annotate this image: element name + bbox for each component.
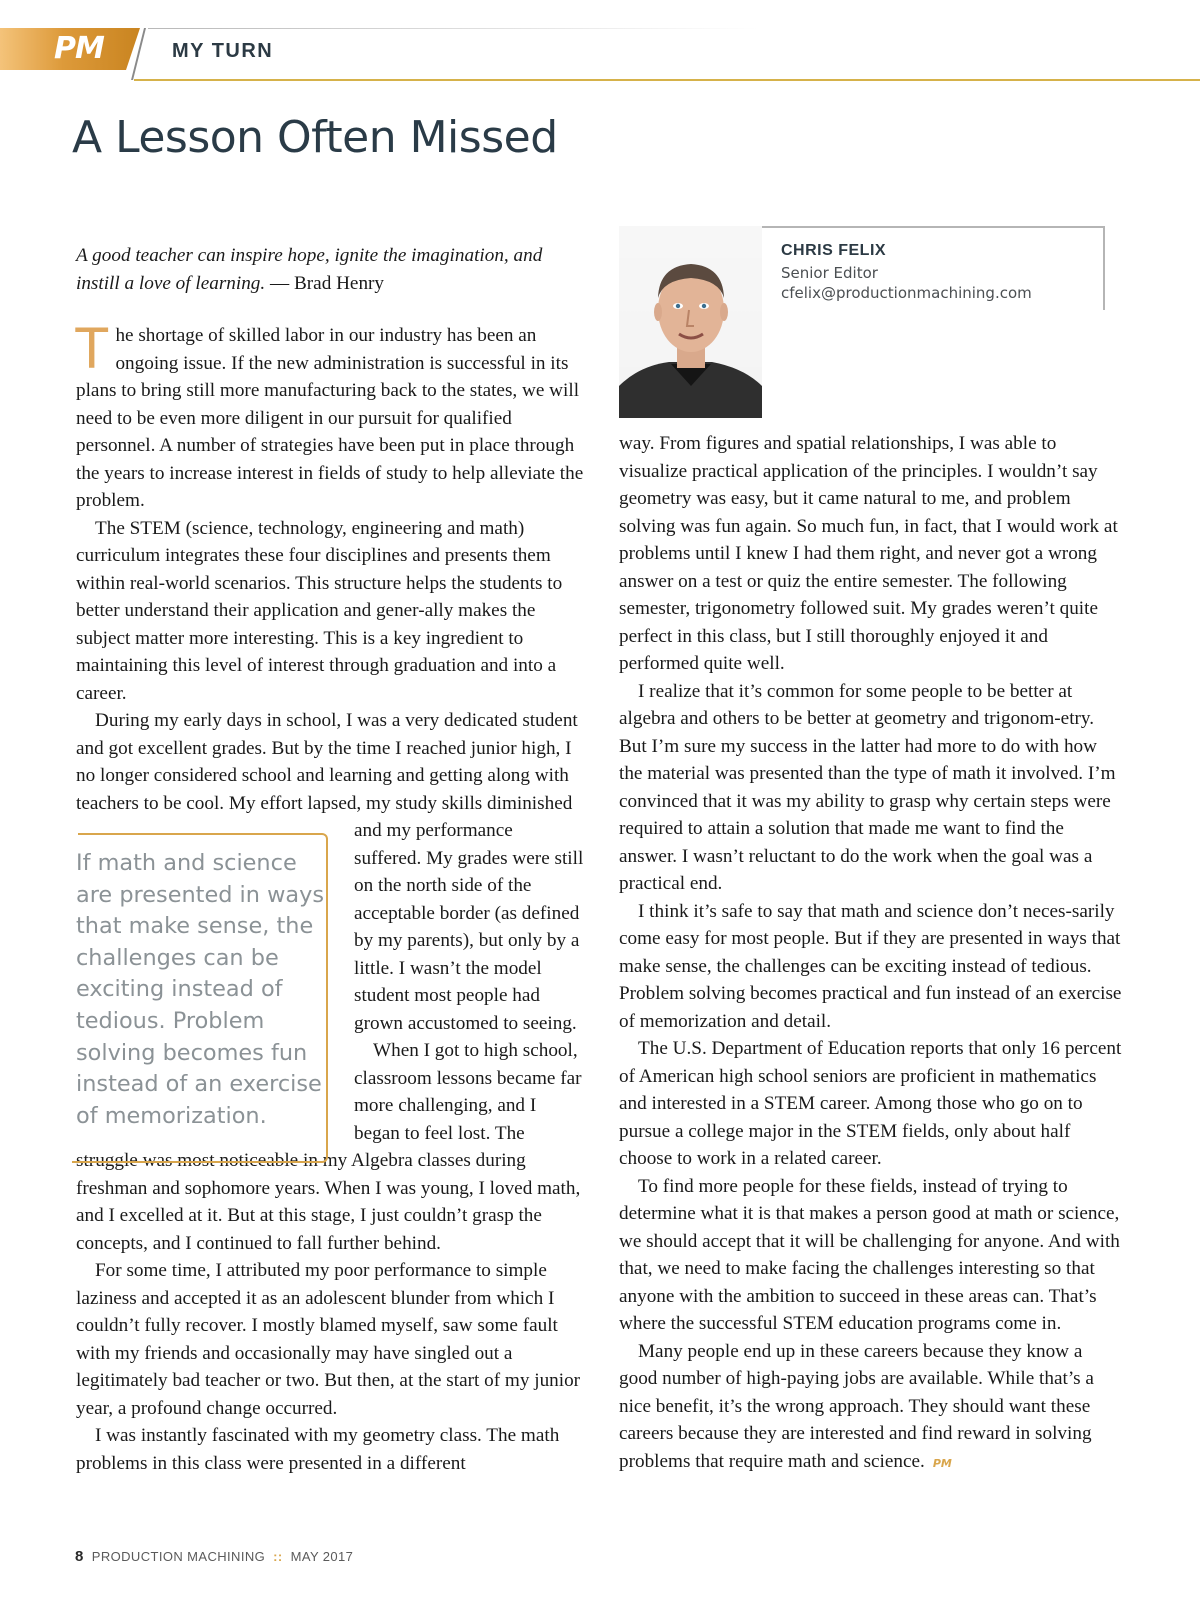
- author-name: CHRIS FELIX: [781, 242, 887, 259]
- epigraph-attribution: — Brad Henry: [270, 272, 385, 294]
- end-mark-logo: PM: [932, 1456, 952, 1470]
- author-portrait-icon: [619, 226, 762, 418]
- article-paragraph: I think it’s safe to say that math and science don’t neces-sarily come easy for most people. But if they are presented in ways that make sense, the challenges can be exciting instead of tedious. Problem solving becomes practical and fun instead of an exercise of memorization and detail.: [619, 900, 1122, 1032]
- drop-cap: T: [74, 316, 110, 381]
- article-paragraph: way. From figures and spatial relationships, I was able to visualize practical application of the principles. I wouldn’t say geometry was easy, but it came natural to me, and problem solving was fun again. So much fun, in fact, that I would work at problems until I knew I had them right, and never got a wrong answer on a test or quiz the entire semester. The following semester, trigonometry followed suit. My grades weren’t quite perfect in this class, but I still thoroughly enjoyed it and performed quite well.: [619, 433, 1118, 674]
- pm-logo-text: PM: [54, 31, 104, 66]
- section-label: MY TURN: [172, 40, 274, 62]
- article-title: A Lesson Often Missed: [72, 112, 558, 163]
- article-paragraph: When I got to high school, classroom lessons became far more challenging, and I began to feel lost. The struggle was most noticeable in my Algebra classes during freshman and sophomore years. When I was young, I loved math, and I excelled at it. But at this stage, I just couldn’t grasp the concepts, and I continued to fall further behind.: [76, 1040, 582, 1254]
- article-paragraph: The U.S. Department of Education reports that only 16 percent of American high school seniors are proficient in mathematics and interested in a STEM career. Among those who go on to pursue a college major in the STEM fields, only about half choose to work in a related career.: [619, 1038, 1122, 1169]
- article-column-right: [619, 430, 1123, 1477]
- page-footer: [75, 1548, 353, 1565]
- issue-date: MAY 2017: [290, 1549, 354, 1564]
- article-paragraph: During my early days in school, I was a very dedicated student and got excellent grades. But by the time I reached junior high, I no longer considered school and learning and getting along with teachers to be cool. My effort lapsed, my study skills diminished and my performance suffered. My grades were still on the north side of the acceptable border (as defined by my parents), but only by a little. I wasn’t the model student most people had grown accustomed to seeing.: [76, 707, 584, 1037]
- author-role: Senior Editor: [781, 264, 878, 282]
- publication-name: PRODUCTION MACHINING: [91, 1549, 266, 1564]
- page-number: 8: [75, 1548, 84, 1565]
- header-top-rule: [148, 28, 758, 29]
- epigraph-quote: A good teacher can inspire hope, ignite the imagination, and instill a love of learning.: [76, 245, 543, 294]
- header-bottom-rule: [134, 79, 1200, 81]
- author-photo: [619, 226, 762, 418]
- article-paragraph: I realize that it’s common for some people to be better at algebra and others to be better at geometry and trigonom-etry. But I’m sure my success in the latter had more to do with how the material was presented than the type of math it involved. I’m convinced that it was my ability to grasp why certain steps were required to attain a solution that made me want to find the answer. I wasn’t reluctant to do the work when the goal was a practical end.: [619, 680, 1116, 894]
- article-paragraph: The STEM (science, technology, engineering and math) curriculum integrates these four disciplines and presents them within real-world scenarios. This structure helps the students to better understand their application and gener-ally makes the subject matter more interesting. This is a key ingredient to maintaining this level of interest through graduation and into a career.: [76, 517, 563, 704]
- author-email[interactable]: cfelix@productionmachining.com: [781, 284, 1032, 302]
- footer-separator: ::: [273, 1549, 283, 1564]
- article-paragraph: To find more people for these fields, instead of trying to determine what it is that makes a person good at math or science, we should accept that it will be challenging for anyone. And with that, we need to make facing the challenges interesting so that anyone with the ambition to succeed in these areas can. That’s where the successful STEM education programs come in.: [619, 1175, 1120, 1334]
- article-paragraph: I was instantly fascinated with my geometry class. The math problems in this class were presented in a different: [76, 1425, 560, 1474]
- article-paragraph: Many people end up in these careers because they know a good number of high-paying jobs are available. While that’s a nice benefit, it’s the wrong approach. They should want these careers because they are interested and find reward in solving problems that require math and science. PM: [619, 1340, 1094, 1472]
- pull-quote: If math and science are presented in ways that make sense, the challenges can be exciting instead of tedious. Problem solving becomes fun instead of an exercise of memorization.: [76, 850, 325, 1129]
- article-paragraph: For some time, I attributed my poor performance to simple laziness and accepted it as an adolescent blunder from which I couldn’t fully recover. I mostly blamed myself, saw some fault with my friends and occasionally may have singled out a legitimately bad teacher or two. But then, at the start of my junior year, a profound change occurred.: [76, 1260, 581, 1419]
- article-paragraph: The shortage of skilled labor in our industry has been an ongoing issue. If the new administration is successful in its plans to bring still more manufacturing back to the states, we will need to be even more diligent in our pursuit for qualified personnel. A number of strategies have been put in place through the years to increase interest in fields of study to help alleviate the problem.: [74, 316, 584, 511]
- epigraph: [76, 242, 566, 297]
